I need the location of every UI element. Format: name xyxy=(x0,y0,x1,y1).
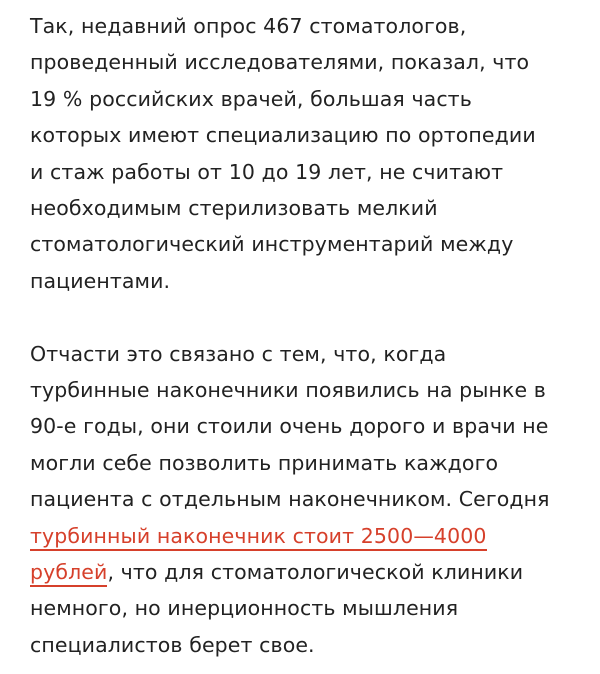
paragraph-line: 19 % российских врачей, большая часть xyxy=(30,86,472,111)
paragraph-line: необходимым стерилизовать мелкий xyxy=(30,196,438,221)
paragraph-2 xyxy=(30,336,585,664)
paragraph-line: Так, недавний опрос 467 стоматологов, xyxy=(30,14,467,38)
paragraph-line xyxy=(30,518,585,554)
paragraph-spacer xyxy=(30,299,585,335)
paragraph-line: проведенный исследователями, показал, что xyxy=(30,50,530,75)
paragraph-line: немного, но инерционность мышления xyxy=(30,596,459,621)
paragraph-line: 90-е годы, они стоили очень дорого и врачи не xyxy=(30,414,549,439)
price-link-continuation[interactable]: рублей xyxy=(30,560,107,587)
paragraph-line: могли себе позволить принимать каждого xyxy=(30,450,499,475)
paragraph-line: Отчасти это связано с тем, что, когда xyxy=(30,341,447,366)
paragraph-line: стоматологический инструментарий между xyxy=(30,232,514,257)
price-link[interactable]: турбинный наконечник стоит 2500—4000 xyxy=(30,524,487,551)
paragraph-line: и стаж работы от 10 до 19 лет, не считают xyxy=(30,159,504,184)
paragraph-line: специалистов берет свое. xyxy=(30,632,315,657)
paragraph-line: пациентами. xyxy=(30,268,171,293)
article-body xyxy=(30,8,585,663)
paragraph-line: турбинные наконечники появились на рынке в xyxy=(30,378,546,403)
paragraph-text: , что для стоматологической клиники xyxy=(107,560,524,585)
paragraph-line xyxy=(30,554,585,590)
paragraph-line: которых имеют специализацию по ортопедии xyxy=(30,123,536,148)
paragraph-line: пациента с отдельным наконечником. Сегодня xyxy=(30,487,550,512)
paragraph-1 xyxy=(30,8,585,299)
